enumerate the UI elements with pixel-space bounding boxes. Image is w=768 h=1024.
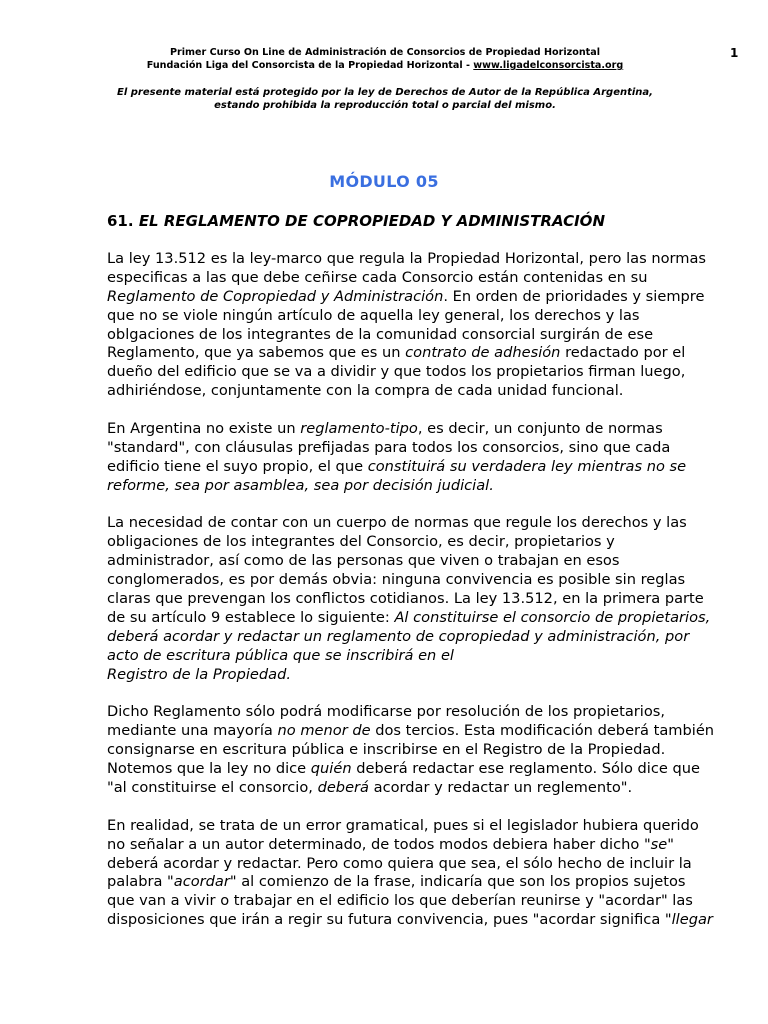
website-link[interactable]: www.ligadelconsorcista.org [473, 60, 624, 71]
text-segment: no señalar a un autor determinado, de todos modos debiera haber dicho " [107, 835, 651, 853]
emphasis-text: deberá acordar y redactar un reglamento de copropiedad y administración, por [107, 627, 690, 645]
text-line [107, 836, 739, 855]
text-line [107, 382, 739, 401]
paragraph [107, 817, 739, 930]
emphasis-text: quién [310, 760, 352, 778]
header-foundation-line [60, 59, 710, 72]
text-segment: obligaciones de los integrantes del Consorcio, es decir, propietarios y [107, 533, 615, 551]
text-line [107, 477, 739, 496]
text-segment: especificas a las que debe ceñirse cada Consorcio están contenidas en su [107, 268, 648, 286]
text-line [107, 269, 739, 288]
text-segment: La ley 13.512 es la ley-marco que regula la Propiedad Horizontal, pero las normas [107, 250, 707, 267]
text-segment: disposiciones que irán a regir su futura convivencia, pues "acordar significa " [107, 911, 672, 929]
text-segment: En realidad, se trata de un error gramatical, pues si el legislador hubiera querido [107, 816, 699, 834]
text-line [107, 420, 739, 439]
header-foundation-name: Fundación Liga del Consorcista de la Propiedad Horizontal - [146, 60, 474, 71]
text-line [107, 363, 739, 382]
text-segment: dos tercios. Esta modificación deberá también [370, 722, 715, 740]
section-number: 61. [107, 212, 134, 230]
text-segment: edificio tiene el suyo propio, el que [107, 457, 368, 475]
text-segment: "standard", con cláusulas prefijadas para todos los consorcios, sino que cada [107, 438, 671, 456]
text-line [107, 817, 739, 836]
text-segment: deberá acordar y redactar. Pero como quiera que sea, el sólo hecho de incluir la [107, 854, 692, 872]
text-line [107, 722, 739, 741]
text-line [107, 344, 739, 363]
text-segment: consignarse en escritura pública e inscribirse en el Registro de la Propiedad. [107, 741, 666, 759]
text-line [107, 288, 739, 307]
text-line [107, 552, 739, 571]
text-segment: " [667, 835, 674, 853]
body-text [107, 250, 739, 930]
text-line [107, 533, 739, 552]
text-segment: "al constituirse el consorcio, [107, 778, 318, 796]
emphasis-text: reglamento-tipo [300, 420, 418, 438]
text-line [107, 741, 739, 760]
text-line [107, 911, 739, 930]
text-line [107, 647, 739, 666]
text-segment: que van a vivir o trabajar en el edificio los que deberían reunirse y "acordar" las [107, 892, 693, 910]
paragraph [107, 703, 739, 797]
module-title: MÓDULO 05 [329, 172, 439, 191]
text-segment: Dicho Reglamento sólo podrá modificarse por resolución de los propietarios, [107, 703, 666, 721]
text-segment: . En orden de prioridades y siempre [443, 287, 705, 305]
text-segment: claras que prevengan los conflictos cotidianos. La ley 13.512, en la primera parte [107, 590, 704, 608]
text-segment: mediante una mayoría [107, 722, 278, 740]
text-line [107, 703, 739, 722]
page-number: 1 [730, 46, 739, 60]
text-line [107, 760, 739, 779]
text-line [107, 779, 739, 798]
emphasis-text: Reglamento de Copropiedad y Administración [107, 287, 444, 305]
text-segment: redactado por el [560, 344, 686, 362]
copyright-line-2: estando prohibida la reproducción total o parcial del mismo. [214, 100, 556, 111]
text-segment: conglomerados, es por demás obvia: ninguna convivencia es posible sin reglas [107, 571, 686, 589]
emphasis-text: deberá [317, 778, 369, 796]
text-line [107, 514, 739, 533]
paragraph [107, 420, 739, 496]
emphasis-text: no menor de [277, 722, 371, 740]
text-segment: adhiriéndose, conjuntamente con la compra de cada unidad funcional. [107, 382, 624, 400]
paragraph [107, 514, 739, 684]
text-segment: palabra " [107, 873, 174, 891]
section-title: EL REGLAMENTO DE COPROPIEDAD Y ADMINISTRACIÓN [138, 212, 605, 230]
emphasis-text: contrato de adhesión [405, 344, 561, 362]
text-segment: En Argentina no existe un [107, 420, 301, 438]
copyright-line-1: El presente material está protegido por la ley de Derechos de Autor de la República Argentina, [117, 87, 653, 98]
text-segment: que no se viole ningún artículo de aquella ley general, los derechos y las [107, 306, 640, 324]
emphasis-text: se [650, 835, 668, 853]
text-line [107, 326, 739, 345]
text-line [107, 609, 739, 628]
text-segment: de su artículo 9 establece lo siguiente: [107, 608, 395, 626]
paragraph [107, 250, 739, 401]
emphasis-text: reforme, sea por asamblea, sea por decisión judicial. [107, 476, 494, 494]
document-header [60, 46, 710, 72]
text-line [107, 855, 739, 874]
text-line [107, 590, 739, 609]
text-line [107, 873, 739, 892]
text-line [107, 892, 739, 911]
text-line [107, 571, 739, 590]
text-segment: administrador, así como de las personas que viven o trabajan en esos [107, 552, 620, 570]
text-segment: La necesidad de contar con un cuerpo de normas que regule los derechos y las [107, 514, 687, 532]
text-line [107, 628, 739, 647]
emphasis-text: acto de escritura pública que se inscribirá en el [107, 646, 454, 664]
emphasis-text: Al constituirse el consorcio de propietarios, [394, 608, 711, 626]
text-segment: acordar y redactar un reglemento". [369, 778, 633, 796]
section-heading [107, 212, 605, 230]
copyright-notice [80, 86, 690, 112]
text-line [107, 666, 739, 685]
text-segment: " al comienzo de la frase, indicaría que son los propios sujetos [229, 873, 686, 891]
text-line [107, 250, 739, 269]
text-line [107, 439, 739, 458]
text-line [107, 307, 739, 326]
text-line [107, 458, 739, 477]
header-course-title: Primer Curso On Line de Administración de Consorcios de Propiedad Horizontal [169, 47, 601, 58]
text-segment: Notemos que la ley no dice [107, 760, 311, 778]
emphasis-text: llegar [671, 911, 713, 929]
emphasis-text: acordar [173, 873, 230, 891]
text-segment: deberá redactar ese reglamento. Sólo dice que [351, 760, 700, 778]
text-segment: oblgaciones de los integrantes de la comunidad consorcial surgirán de ese [107, 325, 654, 343]
text-segment: dueño del edificio que se va a dividir y que todos los propietarios firman luego, [107, 363, 686, 381]
text-segment: Reglamento, que ya sabemos que es un [107, 344, 406, 362]
emphasis-text: Registro de la Propiedad. [107, 665, 291, 683]
text-segment: , es decir, un conjunto de normas [417, 420, 663, 438]
emphasis-text: constituirá su verdadera ley mientras no se [367, 457, 687, 475]
